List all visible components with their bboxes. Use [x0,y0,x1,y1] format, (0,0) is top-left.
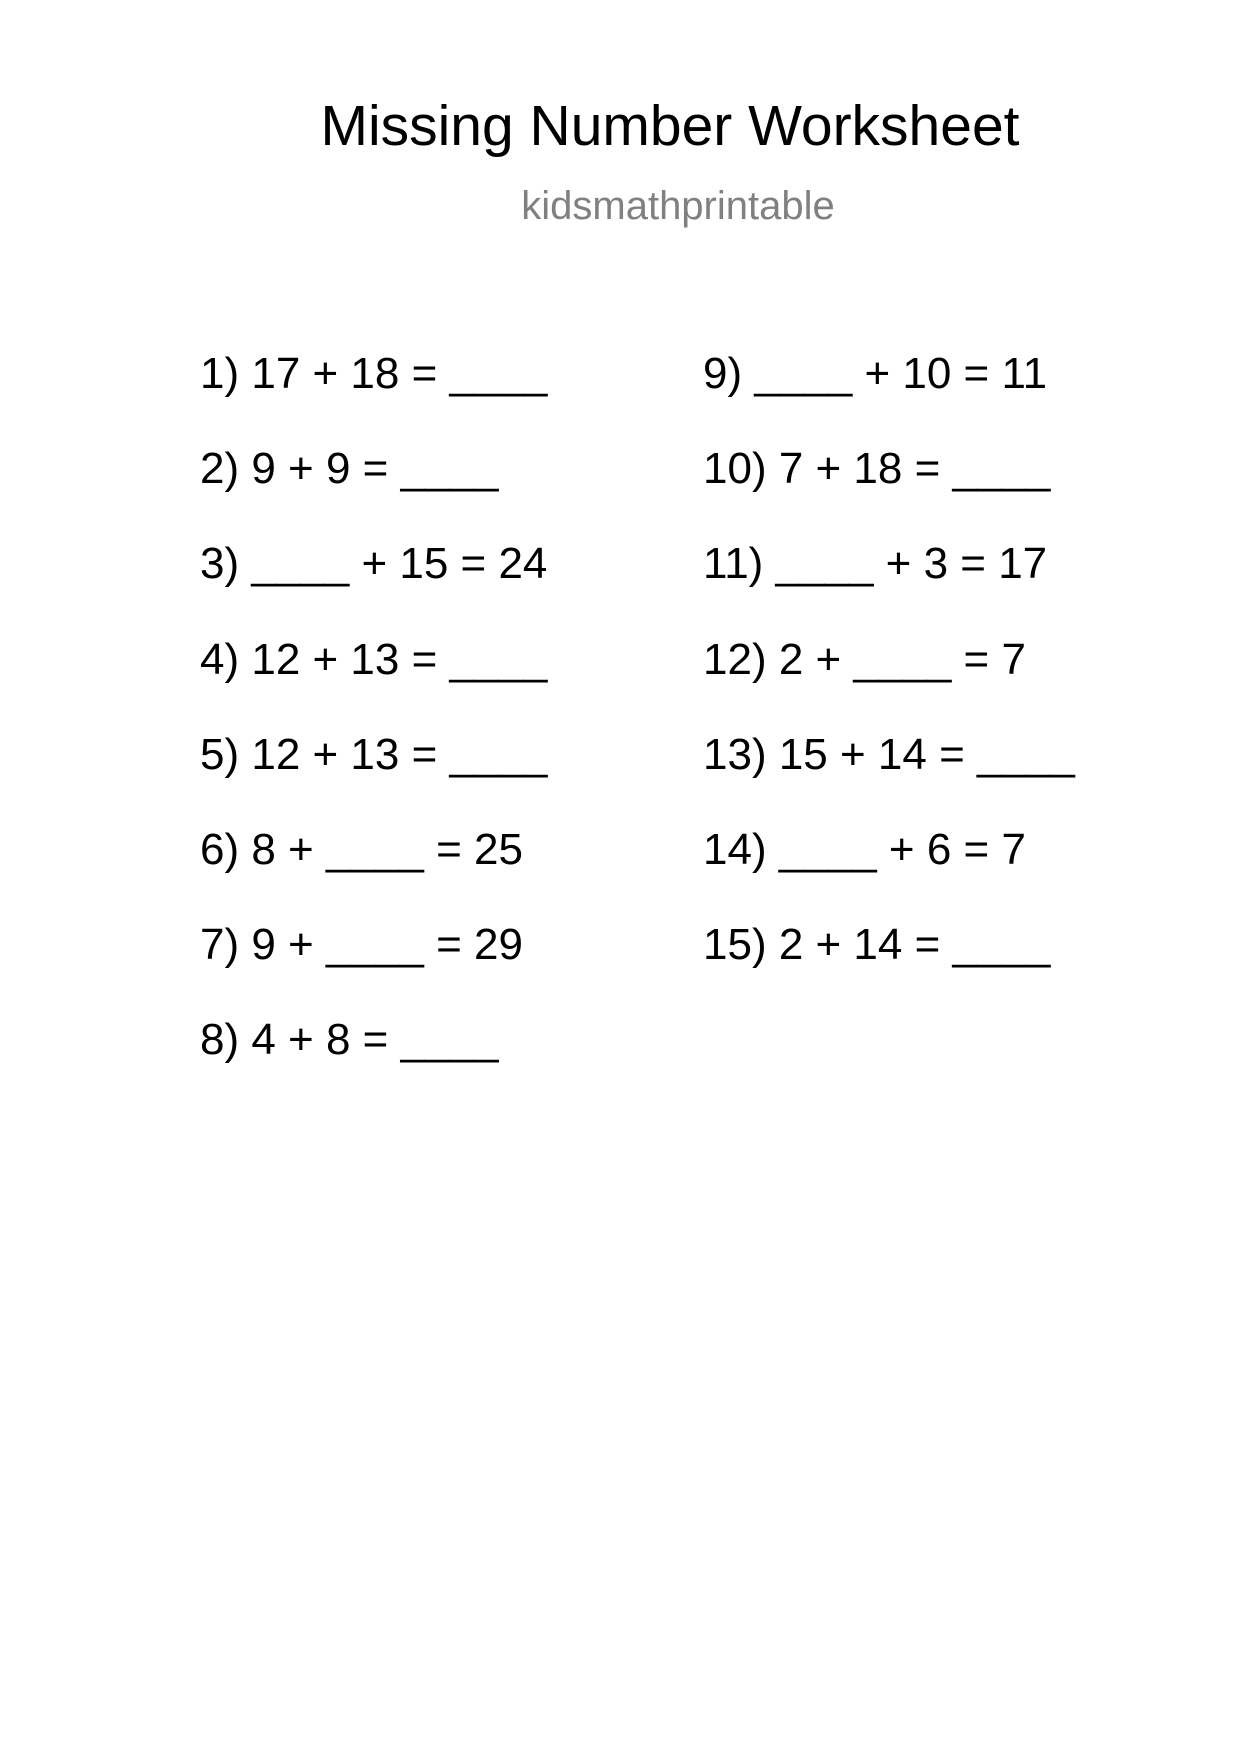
worksheet-subtitle: kidsmathprintable [521,184,835,228]
problem-item: 7) 9 + ____ = 29 [200,920,523,970]
problem-item: 1) 17 + 18 = ____ [200,349,548,398]
problem-item: 11) ____ + 3 = 17 [703,539,1048,589]
problem-item: 10) 7 + 18 = ____ [703,444,1051,494]
problem-column-left [200,349,548,1114]
problem-item: 9) ____ + 10 = 11 [703,349,1048,398]
problem-item: 13) 15 + 14 = ____ [703,729,1075,779]
problem-item: 5) 12 + 13 = ____ [200,729,548,779]
problem-item: 6) 8 + ____ = 25 [200,824,523,874]
problem-item: 2) 9 + 9 = ____ [200,444,499,494]
problem-item: 4) 12 + 13 = ____ [200,634,548,684]
problem-item: 3) ____ + 15 = 24 [200,539,548,589]
problem-item: 15) 2 + 14 = ____ [703,920,1051,970]
problem-item: 14) ____ + 6 = 7 [703,824,1026,874]
problem-column-right [703,349,1075,1018]
worksheet-title: Missing Number Worksheet [320,94,1020,158]
problem-item: 12) 2 + ____ = 7 [703,634,1026,684]
problem-item: 8) 4 + 8 = ____ [200,1015,499,1065]
